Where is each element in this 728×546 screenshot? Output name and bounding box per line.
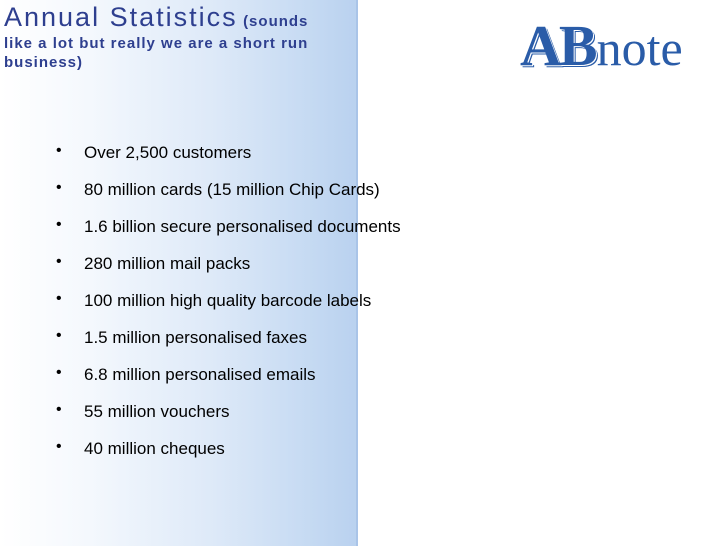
- bullet-icon: •: [56, 437, 62, 455]
- bullet-icon: •: [56, 289, 62, 307]
- list-item-text: 40 million cheques: [84, 438, 225, 458]
- list-item-text: Over 2,500 customers: [84, 142, 252, 162]
- logo-ab-text: AB: [520, 13, 595, 78]
- slide-title: Annual Statistics: [4, 2, 238, 32]
- list-item: [56, 208, 401, 245]
- abnote-logo: [520, 12, 683, 78]
- slide-subtitle-part3: business): [4, 54, 84, 71]
- list-item: [56, 245, 401, 282]
- list-item-text: 6.8 million personalised emails: [84, 364, 316, 384]
- list-item: [56, 356, 401, 393]
- slide-subtitle-part1: (sounds: [243, 13, 309, 30]
- bullet-icon: •: [56, 178, 62, 196]
- statistics-list: [56, 134, 401, 467]
- list-item-text: 55 million vouchers: [84, 401, 230, 421]
- bullet-icon: •: [56, 326, 62, 344]
- slide-subtitle-part2: like a lot but really we are a short run: [4, 35, 309, 52]
- list-item: [56, 134, 401, 171]
- list-item-text: 1.5 million personalised faxes: [84, 327, 308, 347]
- list-item: [56, 319, 401, 356]
- logo-note-text: note: [596, 20, 683, 76]
- list-item: [56, 430, 401, 467]
- slide-title-block: [4, 2, 424, 71]
- bullet-icon: •: [56, 363, 62, 381]
- bullet-icon: •: [56, 141, 62, 159]
- bullet-icon: •: [56, 252, 62, 270]
- list-item: [56, 393, 401, 430]
- list-item: [56, 171, 401, 208]
- list-item: [56, 282, 401, 319]
- list-item-text: 1.6 billion secure personalised documents: [84, 216, 401, 236]
- bullet-icon: •: [56, 215, 62, 233]
- bullet-icon: •: [56, 400, 62, 418]
- list-item-text: 100 million high quality barcode labels: [84, 290, 372, 310]
- list-item-text: 280 million mail packs: [84, 253, 251, 273]
- list-item-text: 80 million cards (15 million Chip Cards): [84, 179, 380, 199]
